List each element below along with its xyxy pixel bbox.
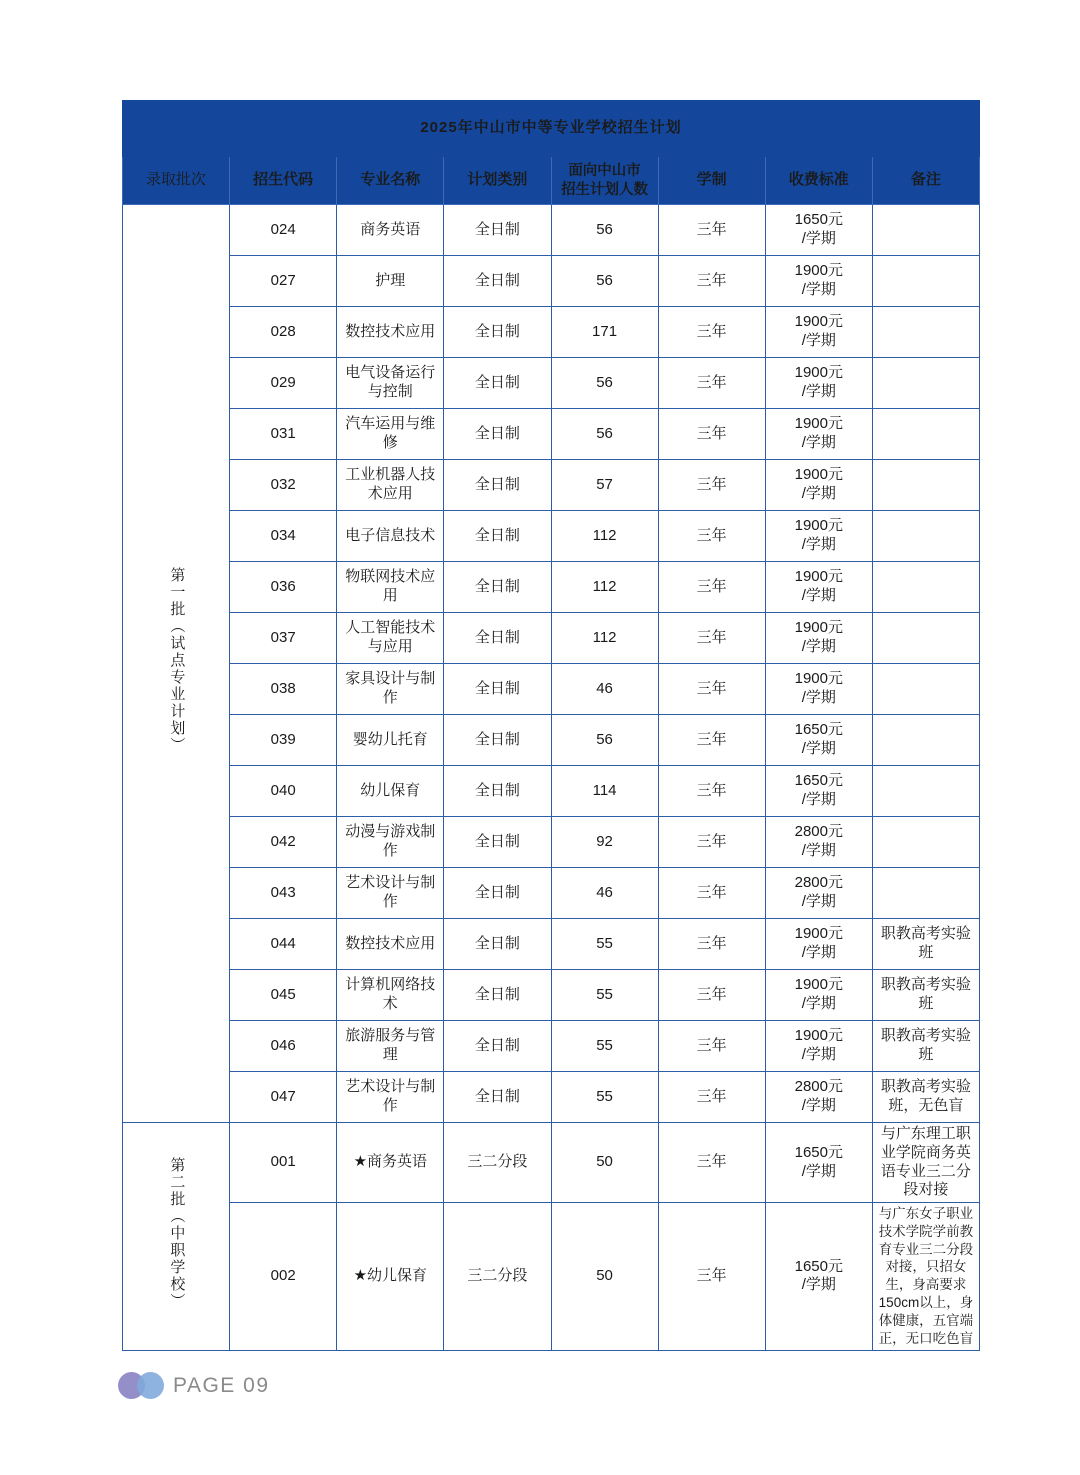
cell-remark — [872, 460, 979, 511]
table-row — [123, 817, 980, 868]
page-number-value: 09 — [243, 1373, 270, 1397]
cell-major-name: 工业机器人技术应用 — [337, 460, 444, 511]
circle-blue-icon — [137, 1372, 164, 1399]
table-row — [123, 613, 980, 664]
fee-amount: 1900元 — [794, 466, 843, 484]
table-row — [123, 511, 980, 562]
cell-study-years: 三年 — [658, 307, 765, 358]
cell-plan-type: 全日制 — [444, 1072, 551, 1123]
cell-admission-code: 040 — [230, 766, 337, 817]
cell-fee-standard — [765, 307, 872, 358]
cell-major-name: 商务英语 — [337, 205, 444, 256]
cell-fee-standard — [765, 460, 872, 511]
cell-plan-type: 全日制 — [444, 919, 551, 970]
table-row — [123, 1203, 980, 1351]
cell-admission-code: 027 — [230, 256, 337, 307]
fee-unit: /学期 — [801, 893, 836, 910]
cell-major-name: 艺术设计与制作 — [337, 1072, 444, 1123]
table-header-row — [123, 157, 980, 205]
column-header-remark: 备注 — [872, 157, 979, 205]
table-row — [123, 868, 980, 919]
cell-quota: 55 — [551, 970, 658, 1021]
cell-quota: 112 — [551, 613, 658, 664]
table-row — [123, 256, 980, 307]
cell-study-years: 三年 — [658, 1072, 765, 1123]
fee-unit: /学期 — [801, 995, 836, 1012]
cell-plan-type: 全日制 — [444, 511, 551, 562]
column-header-quota-line1: 面向中山市 — [568, 163, 641, 180]
column-header-code: 招生代码 — [230, 157, 337, 205]
table-row — [123, 307, 980, 358]
cell-study-years: 三年 — [658, 868, 765, 919]
cell-study-years: 三年 — [658, 766, 765, 817]
cell-remark — [872, 562, 979, 613]
table-row — [123, 1072, 980, 1123]
cell-fee-standard — [765, 1072, 872, 1123]
cell-major-name: 动漫与游戏制作 — [337, 817, 444, 868]
table-title-row — [123, 101, 980, 157]
cell-plan-type: 全日制 — [444, 868, 551, 919]
fee-amount: 1900元 — [794, 415, 843, 433]
cell-major-name: 艺术设计与制作 — [337, 868, 444, 919]
cell-remark — [872, 817, 979, 868]
cell-fee-standard — [765, 358, 872, 409]
cell-fee-standard — [765, 256, 872, 307]
cell-admission-code: 024 — [230, 205, 337, 256]
fee-unit: /学期 — [801, 383, 836, 400]
cell-remark — [872, 358, 979, 409]
cell-study-years: 三年 — [658, 817, 765, 868]
cell-remark: 职教高考实验班，无色盲 — [872, 1072, 979, 1123]
cell-plan-type: 全日制 — [444, 256, 551, 307]
fee-amount: 1650元 — [794, 721, 843, 739]
cell-quota: 171 — [551, 307, 658, 358]
cell-major-name: 汽车运用与维修 — [337, 409, 444, 460]
cell-major-name: 护理 — [337, 256, 444, 307]
cell-admission-code: 038 — [230, 664, 337, 715]
table-row — [123, 409, 980, 460]
cell-remark — [872, 307, 979, 358]
fee-amount: 1900元 — [794, 619, 843, 637]
cell-fee-standard — [765, 205, 872, 256]
fee-amount: 1650元 — [794, 211, 843, 229]
table-row — [123, 715, 980, 766]
fee-amount: 1900元 — [794, 364, 843, 382]
cell-quota: 56 — [551, 256, 658, 307]
fee-unit: /学期 — [801, 587, 836, 604]
table-row — [123, 664, 980, 715]
cell-major-name: 旅游服务与管理 — [337, 1021, 444, 1072]
page-title: 2025年中山市中等专业学校招生计划 — [123, 101, 980, 157]
cell-remark — [872, 409, 979, 460]
cell-major-name: 计算机网络技术 — [337, 970, 444, 1021]
cell-study-years: 三年 — [658, 715, 765, 766]
cell-remark — [872, 715, 979, 766]
cell-major-name: ★幼儿保育 — [337, 1203, 444, 1351]
fee-unit: /学期 — [801, 230, 836, 247]
batch-label-cell — [123, 205, 230, 1123]
cell-admission-code: 032 — [230, 460, 337, 511]
cell-major-name: 幼儿保育 — [337, 766, 444, 817]
fee-amount: 1650元 — [794, 1257, 843, 1275]
cell-fee-standard — [765, 613, 872, 664]
table-row — [123, 1123, 980, 1203]
cell-fee-standard — [765, 1021, 872, 1072]
cell-major-name: 电子信息技术 — [337, 511, 444, 562]
cell-admission-code: 043 — [230, 868, 337, 919]
fee-unit: /学期 — [801, 332, 836, 349]
column-header-plan-type: 计划类别 — [444, 157, 551, 205]
table-row — [123, 358, 980, 409]
cell-fee-standard — [765, 715, 872, 766]
cell-fee-standard — [765, 1203, 872, 1351]
cell-admission-code: 047 — [230, 1072, 337, 1123]
cell-fee-standard — [765, 868, 872, 919]
page-label-prefix: PAGE — [173, 1373, 236, 1397]
cell-remark — [872, 256, 979, 307]
column-header-quota-line2: 招生计划人数 — [561, 181, 649, 198]
cell-quota: 55 — [551, 1072, 658, 1123]
cell-major-name: 数控技术应用 — [337, 919, 444, 970]
cell-plan-type: 全日制 — [444, 562, 551, 613]
cell-plan-type: 全日制 — [444, 409, 551, 460]
cell-study-years: 三年 — [658, 1203, 765, 1351]
cell-admission-code: 042 — [230, 817, 337, 868]
cell-study-years: 三年 — [658, 562, 765, 613]
cell-study-years: 三年 — [658, 256, 765, 307]
cell-quota: 55 — [551, 1021, 658, 1072]
cell-admission-code: 034 — [230, 511, 337, 562]
cell-study-years: 三年 — [658, 460, 765, 511]
cell-study-years: 三年 — [658, 613, 765, 664]
batch-label-text: 第一批（试点专业计划） — [168, 567, 186, 755]
fee-amount: 1900元 — [794, 568, 843, 586]
cell-plan-type: 全日制 — [444, 664, 551, 715]
cell-study-years: 三年 — [658, 1123, 765, 1203]
cell-quota: 112 — [551, 511, 658, 562]
cell-fee-standard — [765, 409, 872, 460]
cell-quota: 56 — [551, 205, 658, 256]
cell-plan-type: 全日制 — [444, 613, 551, 664]
cell-quota: 56 — [551, 409, 658, 460]
cell-remark — [872, 511, 979, 562]
fee-amount: 1900元 — [794, 976, 843, 994]
page-footer — [118, 1372, 270, 1399]
footer-dots-logo — [118, 1372, 164, 1399]
fee-amount: 1900元 — [794, 517, 843, 535]
fee-unit: /学期 — [801, 281, 836, 298]
cell-admission-code: 001 — [230, 1123, 337, 1203]
cell-plan-type: 全日制 — [444, 205, 551, 256]
fee-amount: 1900元 — [794, 313, 843, 331]
table-body — [123, 101, 980, 1351]
fee-unit: /学期 — [801, 434, 836, 451]
fee-unit: /学期 — [801, 1046, 836, 1063]
cell-plan-type: 全日制 — [444, 1021, 551, 1072]
cell-major-name: 婴幼儿托育 — [337, 715, 444, 766]
cell-admission-code: 031 — [230, 409, 337, 460]
cell-quota: 56 — [551, 715, 658, 766]
cell-fee-standard — [765, 766, 872, 817]
column-header-years: 学制 — [658, 157, 765, 205]
page-number-label — [173, 1374, 270, 1398]
table-row — [123, 1021, 980, 1072]
table-row — [123, 205, 980, 256]
cell-remark — [872, 766, 979, 817]
cell-study-years: 三年 — [658, 664, 765, 715]
cell-remark — [872, 664, 979, 715]
cell-remark — [872, 205, 979, 256]
fee-unit: /学期 — [801, 485, 836, 502]
cell-remark: 职教高考实验班 — [872, 1021, 979, 1072]
cell-study-years: 三年 — [658, 511, 765, 562]
cell-study-years: 三年 — [658, 409, 765, 460]
table-row — [123, 970, 980, 1021]
fee-unit: /学期 — [801, 791, 836, 808]
cell-admission-code: 045 — [230, 970, 337, 1021]
cell-admission-code: 036 — [230, 562, 337, 613]
cell-remark — [872, 613, 979, 664]
cell-study-years: 三年 — [658, 1021, 765, 1072]
cell-plan-type: 全日制 — [444, 358, 551, 409]
cell-major-name: 家具设计与制作 — [337, 664, 444, 715]
column-header-major: 专业名称 — [337, 157, 444, 205]
cell-remark: 与广东女子职业技术学院学前教育专业三二分段对接，只招女生，身高要求150cm以上，身体健康，五官端正，无口吃色盲 — [872, 1203, 979, 1351]
fee-unit: /学期 — [801, 842, 836, 859]
cell-quota: 114 — [551, 766, 658, 817]
admission-plan-table — [122, 100, 980, 1351]
cell-study-years: 三年 — [658, 919, 765, 970]
cell-fee-standard — [765, 511, 872, 562]
cell-quota: 112 — [551, 562, 658, 613]
fee-unit: /学期 — [801, 638, 836, 655]
cell-remark — [872, 868, 979, 919]
cell-fee-standard — [765, 562, 872, 613]
cell-study-years: 三年 — [658, 358, 765, 409]
cell-plan-type: 全日制 — [444, 460, 551, 511]
fee-amount: 1900元 — [794, 670, 843, 688]
column-header-fee: 收费标准 — [765, 157, 872, 205]
fee-amount: 1900元 — [794, 1027, 843, 1045]
column-header-batch: 录取批次 — [123, 157, 230, 205]
cell-remark: 职教高考实验班 — [872, 970, 979, 1021]
cell-plan-type: 全日制 — [444, 970, 551, 1021]
cell-plan-type: 全日制 — [444, 817, 551, 868]
cell-plan-type: 三二分段 — [444, 1203, 551, 1351]
cell-major-name: 人工智能技术与应用 — [337, 613, 444, 664]
cell-admission-code: 046 — [230, 1021, 337, 1072]
cell-quota: 57 — [551, 460, 658, 511]
fee-unit: /学期 — [801, 1162, 836, 1180]
cell-remark: 职教高考实验班 — [872, 919, 979, 970]
cell-quota: 50 — [551, 1203, 658, 1351]
cell-plan-type: 三二分段 — [444, 1123, 551, 1203]
cell-plan-type: 全日制 — [444, 766, 551, 817]
fee-unit: /学期 — [801, 944, 836, 961]
cell-quota: 55 — [551, 919, 658, 970]
cell-admission-code: 039 — [230, 715, 337, 766]
cell-admission-code: 028 — [230, 307, 337, 358]
cell-major-name: 物联网技术应用 — [337, 562, 444, 613]
fee-unit: /学期 — [801, 740, 836, 757]
cell-remark: 与广东理工职业学院商务英语专业三二分段对接 — [872, 1123, 979, 1203]
cell-quota: 46 — [551, 868, 658, 919]
table-row — [123, 766, 980, 817]
cell-admission-code: 029 — [230, 358, 337, 409]
fee-amount: 2800元 — [794, 874, 843, 892]
cell-plan-type: 全日制 — [444, 715, 551, 766]
cell-fee-standard — [765, 919, 872, 970]
cell-quota: 92 — [551, 817, 658, 868]
cell-fee-standard — [765, 1123, 872, 1203]
cell-admission-code: 002 — [230, 1203, 337, 1351]
fee-unit: /学期 — [801, 536, 836, 553]
cell-major-name: ★商务英语 — [337, 1123, 444, 1203]
cell-fee-standard — [765, 664, 872, 715]
fee-unit: /学期 — [801, 1097, 836, 1114]
cell-quota: 46 — [551, 664, 658, 715]
admission-plan-table-container — [122, 100, 980, 1351]
cell-admission-code: 044 — [230, 919, 337, 970]
table-row — [123, 562, 980, 613]
cell-study-years: 三年 — [658, 970, 765, 1021]
batch-label-cell — [123, 1123, 230, 1351]
fee-unit: /学期 — [801, 1276, 836, 1294]
column-header-quota — [551, 157, 658, 205]
table-row — [123, 460, 980, 511]
fee-amount: 1650元 — [794, 772, 843, 790]
cell-admission-code: 037 — [230, 613, 337, 664]
fee-amount: 2800元 — [794, 823, 843, 841]
cell-quota: 56 — [551, 358, 658, 409]
fee-unit: /学期 — [801, 689, 836, 706]
cell-major-name: 数控技术应用 — [337, 307, 444, 358]
table-row — [123, 919, 980, 970]
fee-amount: 2800元 — [794, 1078, 843, 1096]
fee-amount: 1900元 — [794, 925, 843, 943]
cell-fee-standard — [765, 817, 872, 868]
cell-plan-type: 全日制 — [444, 307, 551, 358]
fee-amount: 1900元 — [794, 262, 843, 280]
cell-study-years: 三年 — [658, 205, 765, 256]
fee-amount: 1650元 — [794, 1143, 843, 1161]
cell-major-name: 电气设备运行与控制 — [337, 358, 444, 409]
cell-quota: 50 — [551, 1123, 658, 1203]
batch-label-text: 第二批（中职学校） — [168, 1156, 186, 1310]
cell-fee-standard — [765, 970, 872, 1021]
